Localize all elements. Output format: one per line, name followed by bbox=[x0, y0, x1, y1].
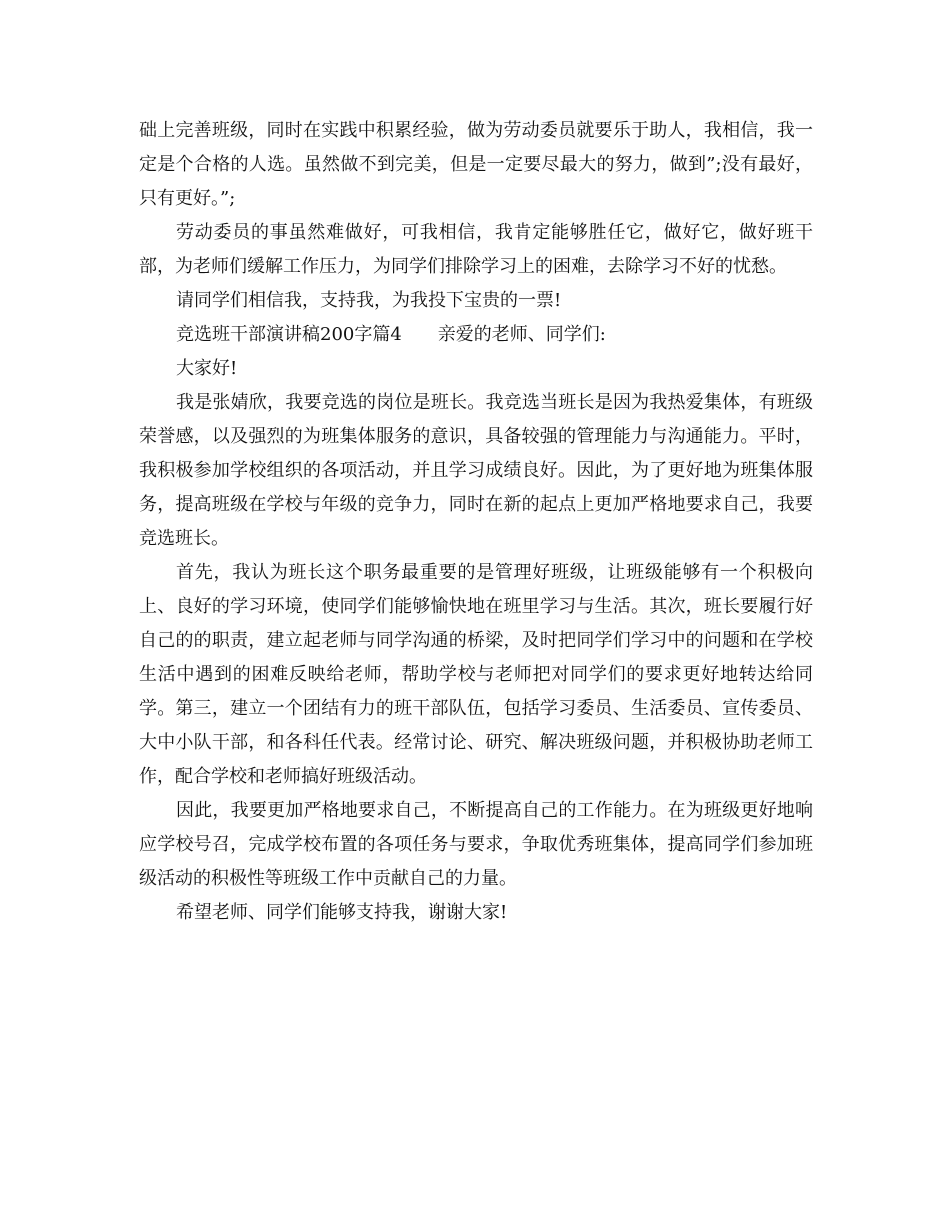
paragraph-4-heading: 竞选班干部演讲稿200字篇4 亲爱的老师、同学们: bbox=[176, 324, 606, 345]
document-body bbox=[139, 114, 813, 930]
paragraph-2: 劳动委员的事虽然难做好，可我相信，我肯定能够胜任它，做好它，做好班干部，为老师们缓解工作压力，为同学们排除学习上的困难，去除学习不好的忧愁。 bbox=[139, 222, 813, 277]
paragraph-8: 因此，我要更加严格地要求自己，不断提高自己的工作能力。在为班级更好地响应学校号召，完成学校布置的各项任务与要求，争取优秀班集体，提高同学们参加班级活动的积极性等班级工作中贡献自己的力量。 bbox=[139, 800, 813, 889]
paragraph-6: 我是张婧欣，我要竞选的岗位是班长。我竞选当班长是因为我热爱集体，有班级荣誉感，以及强烈的为班集体服务的意识，具备较强的管理能力与沟通能力。平时，我积极参加学校组织的各项活动，并且学习成绩良好。因此，为了更好地为班集体服务，提高班级在学校与年级的竞争力，同时在新的起点上更加严格地要求自己，我要竞选班长。 bbox=[139, 392, 813, 549]
paragraph-5-greeting: 大家好! bbox=[176, 358, 238, 379]
paragraph-1: 础上完善班级，同时在实践中积累经验，做为劳动委员就要乐于助人，我相信，我一定是个合格的人选。虽然做不到完美，但是一定要尽最大的努力，做到”;没有最好，只有更好。”; bbox=[139, 120, 813, 209]
paragraph-9-closing: 希望老师、同学们能够支持我，谢谢大家! bbox=[176, 902, 508, 923]
paragraph-3: 请同学们相信我，支持我，为我投下宝贵的一票! bbox=[176, 290, 562, 311]
paragraph-7: 首先，我认为班长这个职务最重要的是管理好班级，让班级能够有一个积极向上、良好的学习环境，使同学们能够愉快地在班里学习与生活。其次，班长要履行好自己的的职责，建立起老师与同学沟通的桥梁，及时把同学们学习中的问题和在学校生活中遇到的困难反映给老师，帮助学校与老师把对同学们的要求更好地转达给同学。第三，建立一个团结有力的班干部队伍，包括学习委员、生活委员、宣传委员、大中小队干部，和各科任代表。经常讨论、研究、解决班级问题，并积极协助老师工作，配合学校和老师搞好班级活动。 bbox=[139, 562, 813, 787]
